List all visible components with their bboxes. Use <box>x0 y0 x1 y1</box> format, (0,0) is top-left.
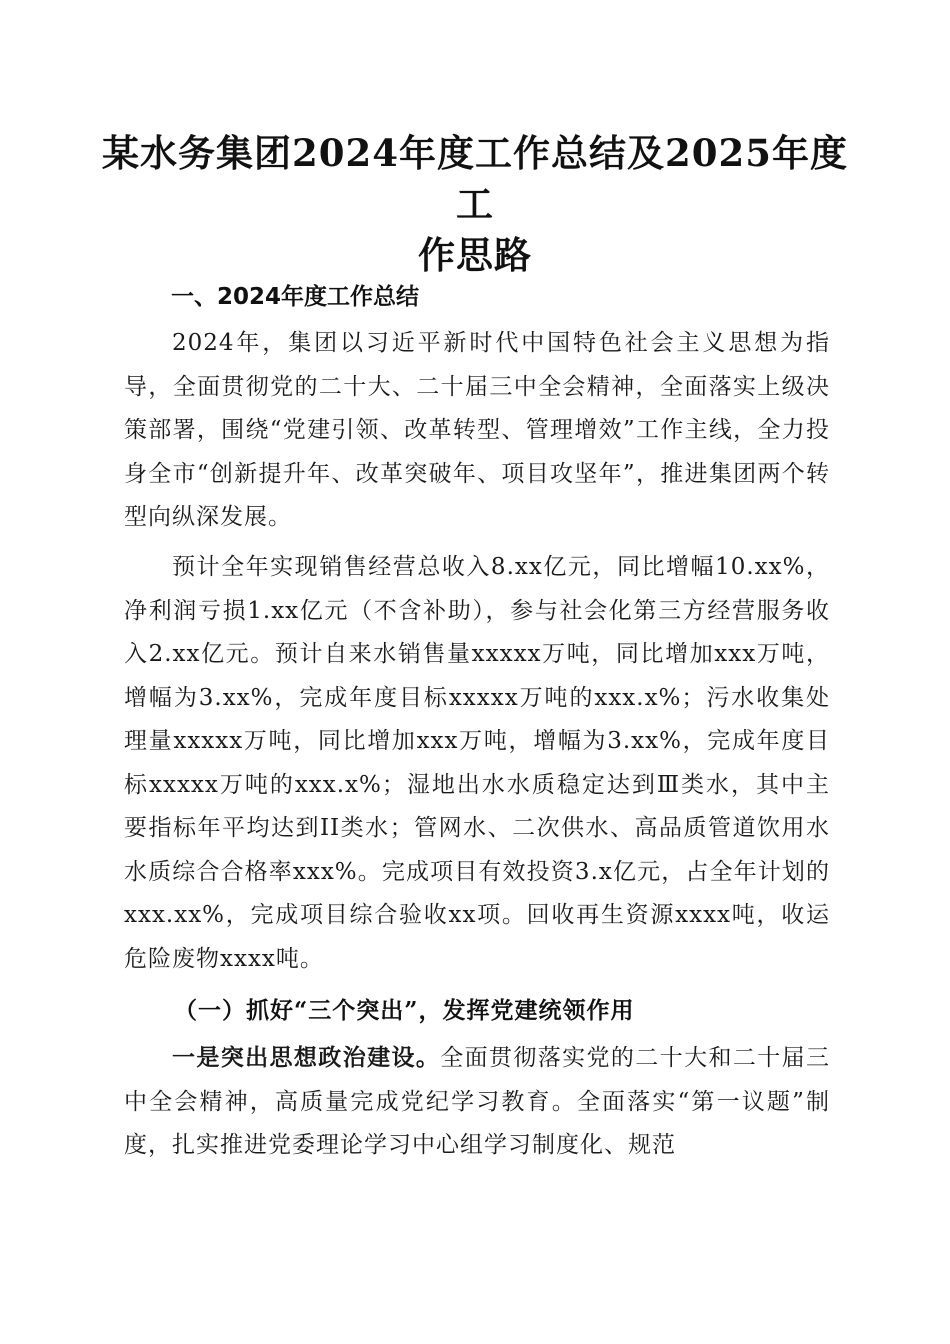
document-title <box>100 128 850 281</box>
paragraph-overview: 2024年，集团以习近平新时代中国特色社会主义思想为指导，全面贯彻党的二十大、二十届三中全会精神，全面落实上级决策部署，围绕“党建引领、改革转型、管理增效”工作主线，全力投身全市“创新提升年、改革突破年、项目攻坚年”，推进集团两个转型向纵深发展。 <box>124 330 830 530</box>
paragraph-political-building <box>124 1037 830 1168</box>
paragraph-body-text: 全面贯彻落实党的二十大和二十届三中全会精神，高质量完成党纪学习教育。全面落实“第一议题”制度，扎实推进党委理论学习中心组学习制度化、规范 <box>124 1045 831 1158</box>
section-heading-2024-summary: 一、2024年度工作总结 <box>171 284 420 310</box>
subsection-heading-party-building: （一）抓好“三个突出”，发挥党建统领作用 <box>174 997 635 1024</box>
paragraph-lead-phrase: 一是突出思想政治建设。 <box>172 1045 441 1071</box>
paragraph-key-figures: 预计全年实现销售经营总收入8.xx亿元，同比增幅10.xx%，净利润亏损1.xx亿元（不含补助），参与社会化第三方经营服务收入2.xx亿元。预计自来水销售量xxxxx万吨，同比增加xxx万吨，增幅为3.xx%，完成年度目标xxxxx万吨的xxx.x%；污水收集处理量xxxxx万吨，同比增加xxx万吨，增幅为3.xx%，完成年度目标xxxxx万吨的xxx.x%；湿地出水水质稳定达到Ⅲ类水，其中主要指标年平均达到II类水；管网水、二次供水、高品质管道饮用水水质综合合格率xxx%。完成项目有效投资3.x亿元，占全年计划的xxx.xx%，完成项目综合验收xx项。回收再生资源xxxx吨，收运危险废物xxxx吨。 <box>124 554 830 972</box>
title-line-2: 作思路 <box>418 233 532 277</box>
title-line-1: 某水务集团2024年度工作总结及2025年度工 <box>102 131 848 226</box>
